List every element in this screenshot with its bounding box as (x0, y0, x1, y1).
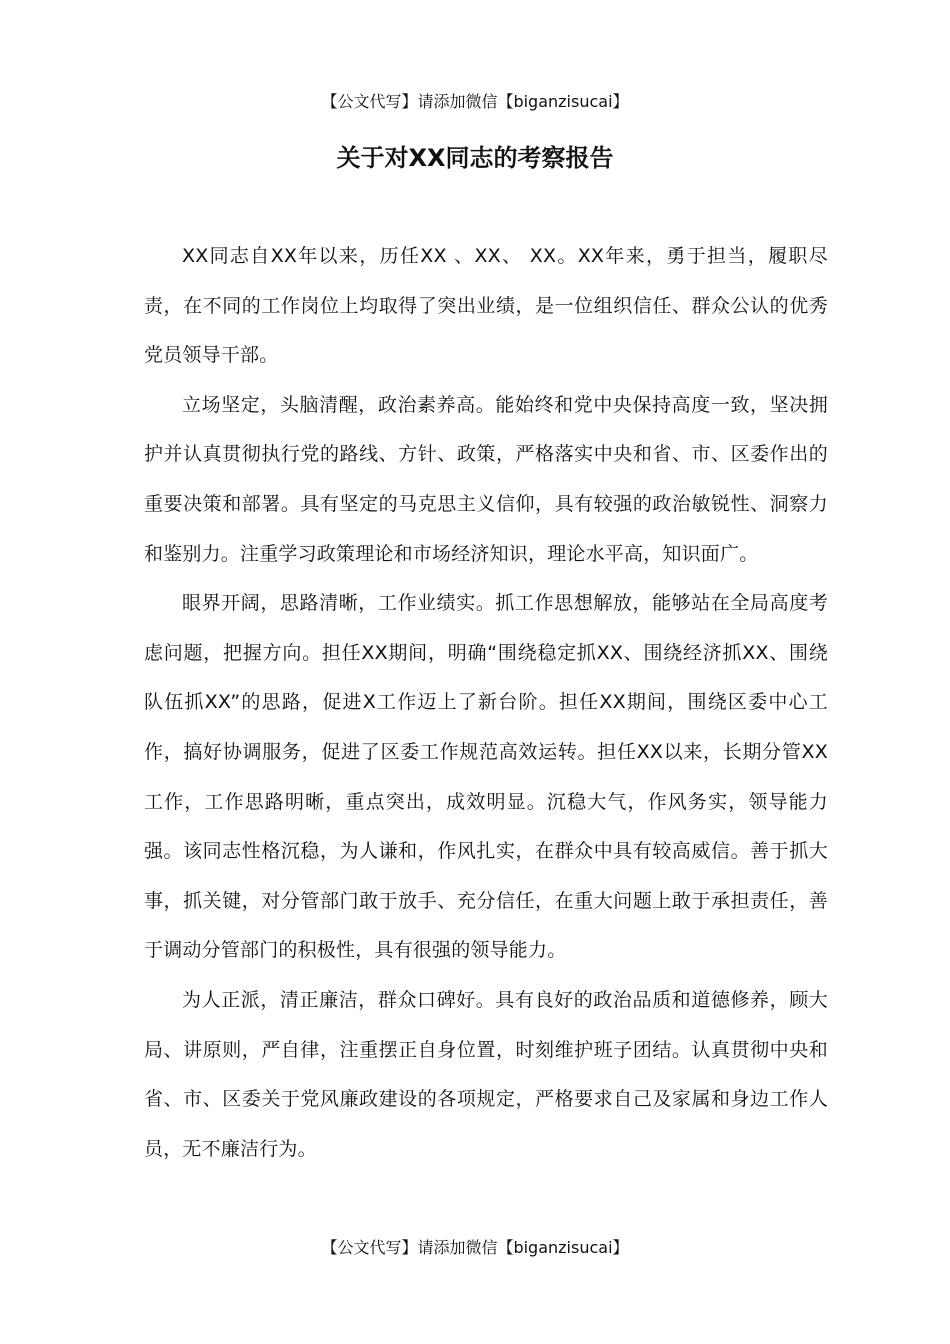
paragraph-intro: XX同志自XX年以来，历任XX 、XX、 XX。XX年来，勇于担当，履职尽责，在不同的工作岗位上均取得了突出业绩，是一位组织信任、群众公认的优秀党员领导干部。 (144, 245, 828, 367)
paragraph-work-performance: 眼界开阔，思路清晰，工作业绩实。抓工作思想解放，能够站在全局高度考虑问题，把握方向。担任XX期间，明确“围绕稳定抓XX、围绕经济抓XX、围绕队伍抓XX”的思路，促进X工作迈上了新台阶。担任XX期间，围绕区委中心工作，搞好协调服务，促进了区委工作规范高效运转。担任XX以来，长期分管XX工作，工作思路明晰，重点突出，成效明显。沉稳大气，作风务实，领导能力强。该同志性格沉稳，为人谦和，作风扎实，在群众中具有较高威信。善于抓大事，抓关键，对分管部门敢于放手、充分信任，在重大问题上敢于承担责任，善于调动分管部门的积极性，具有很强的领导能力。 (144, 592, 828, 962)
paragraph-integrity: 为人正派，清正廉洁，群众口碑好。具有良好的政治品质和道德修养，顾大局、讲原则，严自律，注重摆正自身位置，时刻维护班子团结。认真贯彻中央和省、市、区委关于党风廉政建设的各项规定，严格要求自己及家属和身边工作人员，无不廉洁行为。 (144, 988, 828, 1160)
document-title: 关于对XX同志的考察报告 (336, 144, 614, 172)
header-note: 【公文代写】请添加微信【biganzisucai】 (321, 92, 629, 111)
document-body (144, 232, 828, 1174)
footer-note: 【公文代写】请添加微信【biganzisucai】 (321, 1238, 629, 1257)
paragraph-political-stance: 立场坚定，头脑清醒，政治素养高。能始终和党中央保持高度一致，坚决拥护并认真贯彻执行党的路线、方针、政策，严格落实中央和省、市、区委作出的重要决策和部署。具有坚定的马克思主义信仰，具有较强的政治敏锐性、洞察力和鉴别力。注重学习政策理论和市场经济知识，理论水平高，知识面广。 (144, 393, 828, 565)
